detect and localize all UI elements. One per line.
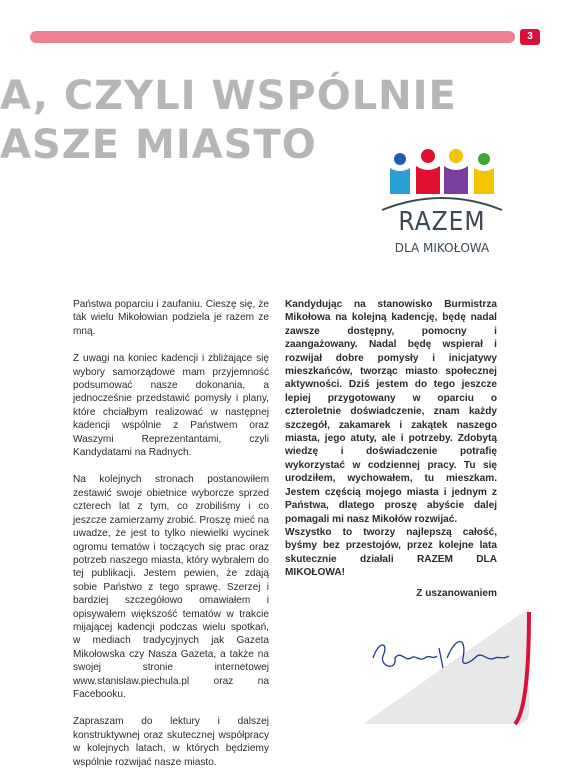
- razem-dla-mikolowa-logo: [378, 148, 506, 268]
- signature-image: [367, 628, 512, 680]
- paragraph-bold: Wszystko to tworzy najlepszą całość, byśmy bez przestojów, przez kolejne lata skutecznie działali RAZEM DLA MIKOŁOWA!: [285, 526, 497, 579]
- right-text-column: [285, 298, 497, 580]
- paragraph: Na kolejnych stronach postanowiłem zestawić swoje obietnice wyborcze sprzed czterech lat z tym, co zrobiliśmy i co jeszcze zamierzamy zrobić. Proszę mieć na uwadze, że jest to tylko niewielki wycinek ogromu tematów i toczących się prac oraz potrzeb naszego miasta, który wybrałem do tej publikacji. Jestem pewien, że zdają sobie Państwo z tego sprawę. Szerzej i bardziej szczegółowo omawiałem i opisywałem większość tematów w trakcie mijającej kadencji podczas wielu spotkań, w mediach tradycyjnych jak Gazeta Mikołowska czy Nasza Gazeta, a także na swojej stronie internetowej www.stanislaw.piechula.pl oraz na Facebooku.: [73, 474, 269, 700]
- headline-line-1: A, CZYLI WSPÓLNIE: [0, 73, 457, 119]
- page-number: 3: [520, 29, 540, 45]
- paragraph: Z uwagi na koniec kadencji i zbliżające się wybory samorządowe mam przyjemność podsumować nasze dokonania, a jednocześnie przedstawić pomysły i plany, które chciałbym realizować w następnej kadencji wspólnie z Państwem oraz Waszymi Reprezentantami, czyli Kandydatami na Radnych.: [73, 353, 269, 459]
- paragraph: Zapraszam do lektury i dalszej konstruktywnej oraz skutecznej współpracy w kolejnych latach, w których będziemy wspólnie rozwijać nasze miasto.: [73, 716, 269, 768]
- logo-subtitle: DLA MIKOŁOWA: [394, 241, 490, 255]
- left-text-column: [73, 298, 269, 783]
- closing-salutation: Z uszanowaniem: [416, 588, 497, 599]
- headline-line-2: ASZE MIASTO: [0, 122, 317, 168]
- people-figures-icon: [390, 149, 494, 194]
- logo-title: RAZEM: [398, 207, 486, 237]
- paragraph: Państwa poparciu i zaufaniu. Cieszę się, że tak wielu Mikołowian podziela je razem ze mną.: [73, 299, 269, 337]
- top-decorative-bar: [30, 31, 515, 43]
- paragraph-bold: Kandydując na stanowisko Burmistrza Mikołowa na kolejną kadencję, będę nadal zawsze dostępny, pomocny i zaangażowany. Nadal będę wspierał i rozwijał dobre pomysły i inicjatywy mieszkańców, tworząc miasto społecznej aktywności. Dziś jestem do tego jeszcze lepiej przygotowany w oparciu o czteroletnie doświadczenie, znam każdy szczegół, zakamarek i zakątek naszego miasta, jego atuty, ale i potrzeby. Zdobytą wiedzę i doświadczenie potrafię wykorzystać w codziennej pracy. Tu się urodziłem, wychowałem, tu mieszkam. Jestem częścią mojego miasta i jednym z Państwa, dlatego proszę abyście dalej pomagali mi nasz Mikołów rozwijać.: [285, 299, 497, 525]
